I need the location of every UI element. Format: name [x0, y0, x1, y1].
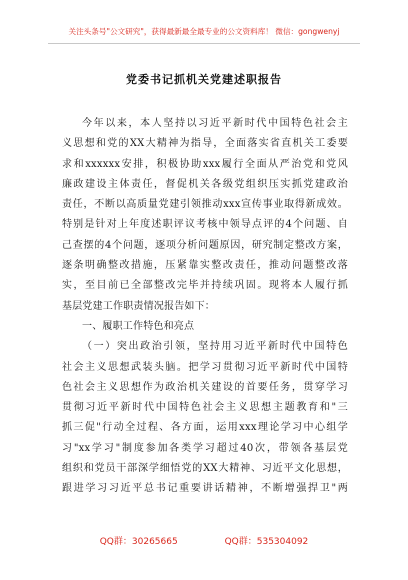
body-line: 色社会主义思想作为政治机关建设的首要任务，贯穿学习 — [62, 381, 348, 393]
body-line: 特别是针对上年度述职评议考核中领导点评的4个问题、自 — [62, 219, 348, 231]
body-line: （一）突出政治引领，坚持用习近平新时代中国特色 — [82, 341, 348, 353]
body-line: 实，至目前已全部整改完毕并持续巩固。现将本人履行抓 — [62, 280, 348, 292]
footer-qq-group-2: QQ群：535304092 — [224, 537, 309, 547]
footer-contact — [0, 534, 408, 547]
body-line: 求和xxxxxx安排，积极协助xxx履行全面从严治党和党风 — [62, 158, 348, 170]
section-heading: 一、履职工作特色和亮点 — [82, 320, 195, 332]
header-promo-note: 关注头条号"公文研究"，获得最新最全最专业的公文资料库！ 微信：gongwenyj — [68, 27, 340, 36]
body-line: 廉政建设主体责任，督促机关各级党组织压实抓党建政治 — [62, 178, 348, 190]
body-line: 跟进学习习近平总书记重要讲话精神，不断增强捍卫"两 — [62, 483, 348, 495]
body-line: 贯彻习近平新时代中国特色社会主义思想主题教育和"三 — [62, 402, 348, 414]
body-line: 组织和党员干部深学细悟党的XX大精神、习近平文化思想， — [62, 463, 348, 475]
footer-qq-group-1: QQ群：30265665 — [99, 537, 178, 547]
body-line: 习"xx学习"制度参加各类学习超过40次，带领各基层党 — [62, 442, 348, 454]
body-line: 己查摆的4个问题，逐项分析问题原因，研究制定整改方案， — [62, 239, 348, 251]
body-line: 社会主义思想武装头脑。把学习贯彻习近平新时代中国特 — [62, 361, 348, 373]
header-divider — [48, 43, 360, 44]
body-line: 抓三促"行动全过程、各方面，运用xxx理论学习中心组学 — [62, 422, 348, 434]
body-line: 基层党建工作职责情况报告如下： — [62, 300, 215, 312]
document-body — [62, 114, 348, 500]
body-line: 今年以来，本人坚持以习近平新时代中国特色社会主 — [82, 118, 348, 129]
body-line: 责任，不断以高质量党建引领推动xxx宣传事业取得新成效。 — [62, 199, 348, 211]
body-line: 逐条明确整改措施，压紧靠实整改责任，推动问题整改落 — [62, 260, 348, 272]
document-title: 党委书记抓机关党建述职报告 — [126, 73, 282, 86]
body-line: 义思想和党的XX大精神为指导，全面落实省直机关工委要 — [62, 138, 348, 150]
